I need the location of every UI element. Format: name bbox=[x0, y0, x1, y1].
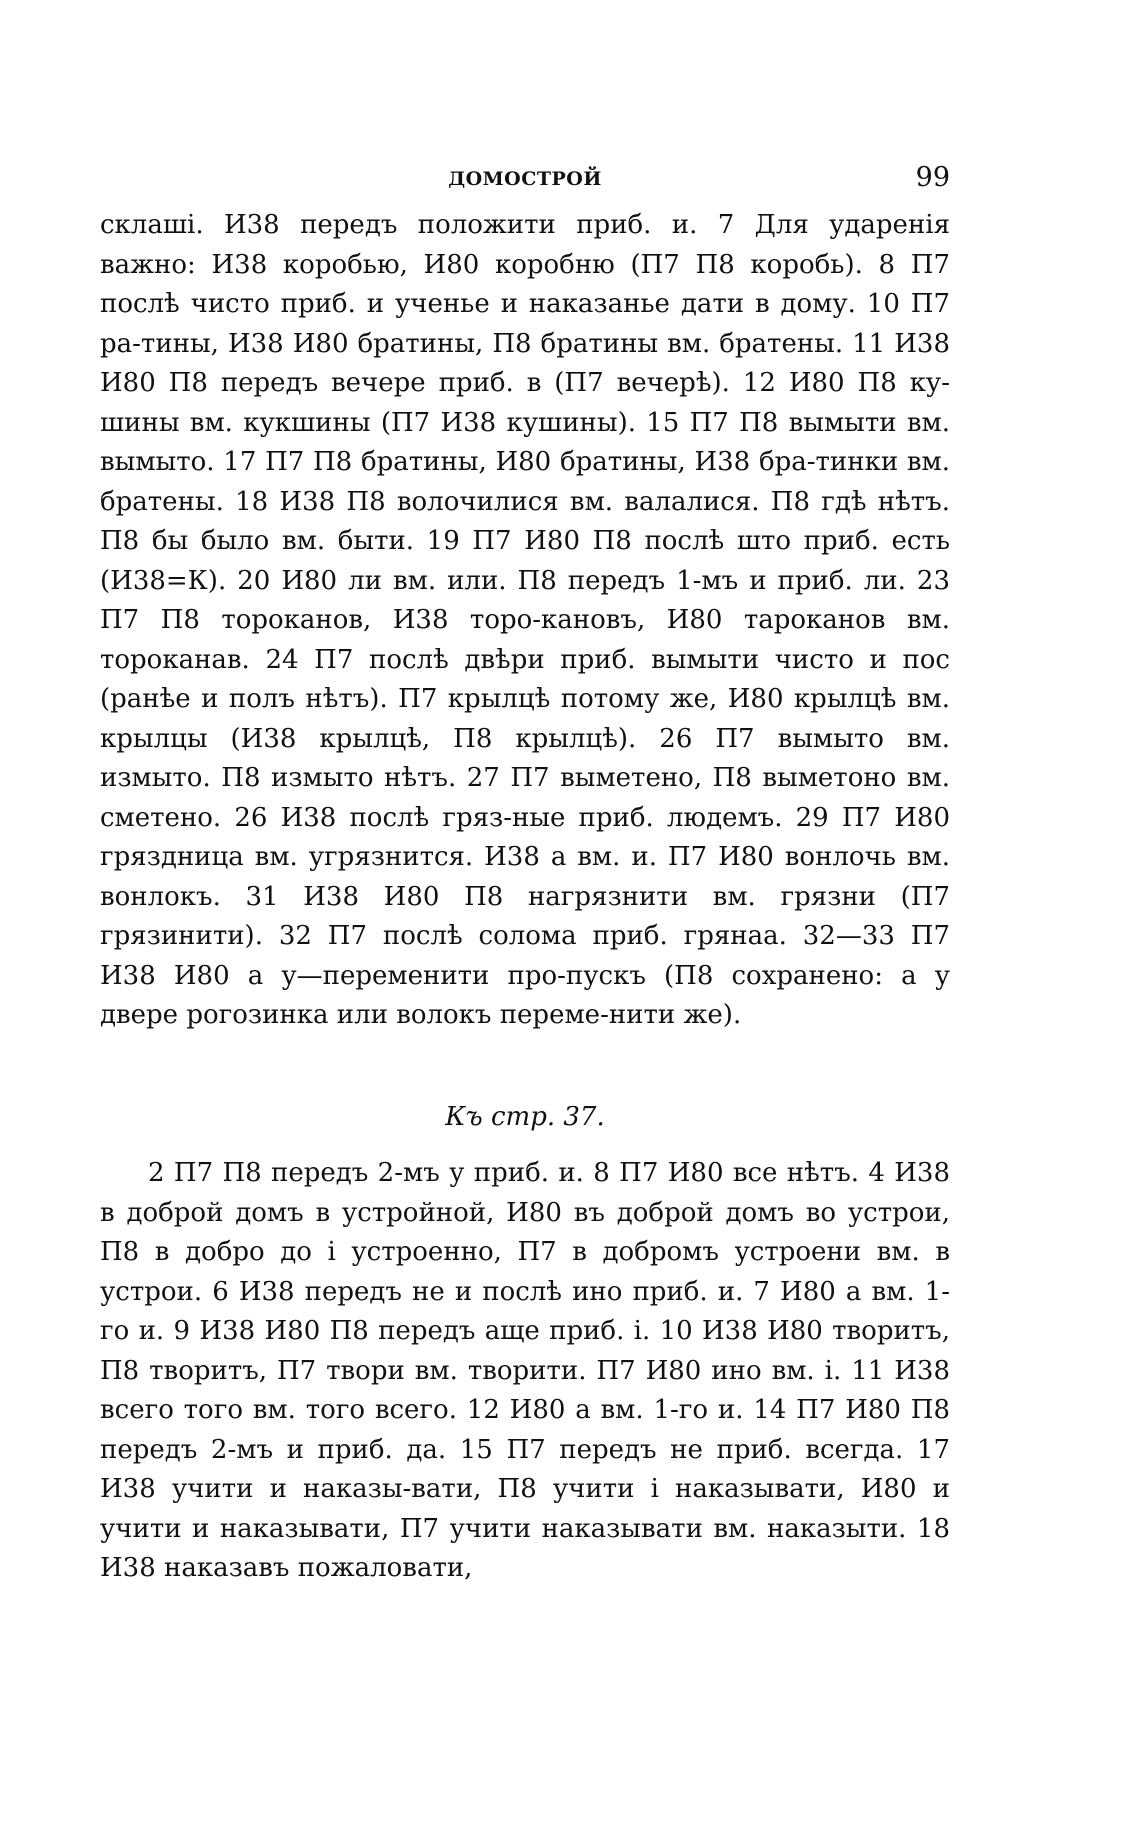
apparatus-block-1 bbox=[100, 206, 950, 1036]
apparatus-block-2 bbox=[100, 1154, 950, 1589]
page-number: 99 bbox=[915, 162, 950, 193]
page-header bbox=[100, 162, 950, 202]
section-heading: Къ стр. 37. bbox=[445, 1102, 605, 1132]
apparatus-paragraph: 2 П7 П8 передъ 2-мъ у приб. и. 8 П7 И80 все нѣтъ. 4 И38 в доброй домъ в устройной, И80 въ доброй домъ во устрои, П8 в добро до i устроенно, П7 в добромъ устроени вм. в устрои. 6 И38 передъ не и послѣ ино приб. и. 7 И80 а вм. 1-го и. 9 И38 И80 П8 передъ аще приб. i. 10 И38 И80 творитъ, П8 творитъ, П7 твори вм. творити. П7 И80 ино вм. i. 11 И38 всего того вм. того всего. 12 И80 а вм. 1-го и. 14 П7 И80 П8 передъ 2-мъ и приб. да. 15 П7 передъ не приб. всегда. 17 И38 учити и наказы-вати, П8 учити i наказывати, И80 и учити и наказывати, П7 учити наказывати вм. наказыти. 18 И38 наказавъ пожаловати, bbox=[100, 1158, 950, 1583]
apparatus-paragraph: склашi. И38 передъ положити приб. и. 7 Для ударенія важно: И38 коробью, И80 коробню (П7 П8 коробь). 8 П7 послѣ чисто приб. и ученье и наказанье дати в дому. 10 П7 ра-тины, И38 И80 братины, П8 братины вм. братены. 11 И38 И80 П8 передъ вечере приб. в (П7 вечерѣ). 12 И80 П8 ку-шины вм. кукшины (П7 И38 кушины). 15 П7 П8 вымыти вм. вымыто. 17 П7 П8 братины, И80 братины, И38 бра-тинки вм. братены. 18 И38 П8 волочилися вм. валалися. П8 гдѣ нѣтъ. П8 бы было вм. быти. 19 П7 И80 П8 послѣ што приб. есть (И38=К). 20 И80 ли вм. или. П8 передъ 1-мъ и приб. ли. 23 П7 П8 тороканов, И38 торо-кановъ, И80 тароканов вм. тороканав. 24 П7 послѣ двѣри приб. вымыти чисто и пос (ранѣе и полъ нѣтъ). П7 крылцѣ потому же, И80 крылцѣ вм. крылцы (И38 крылцѣ, П8 крылцѣ). 26 П7 вымыто вм. измыто. П8 измыто нѣтъ. 27 П7 выметено, П8 выметоно вм. сметено. 26 И38 послѣ гряз-ные приб. людемъ. 29 П7 И80 гряздница вм. угрязнится. И38 а вм. и. П7 И80 вонлочь вм. вонлокъ. 31 И38 И80 П8 нагрязнити вм. грязни (П7 грязинити). 32 П7 послѣ солома приб. грянаа. 32—33 П7 И38 И80 а у—переменити про-пускъ (П8 сохранено: а у двере рогозинка или волокъ переме-нити же). bbox=[100, 210, 950, 1030]
running-title: ДОМОСТРОЙ bbox=[448, 168, 602, 190]
